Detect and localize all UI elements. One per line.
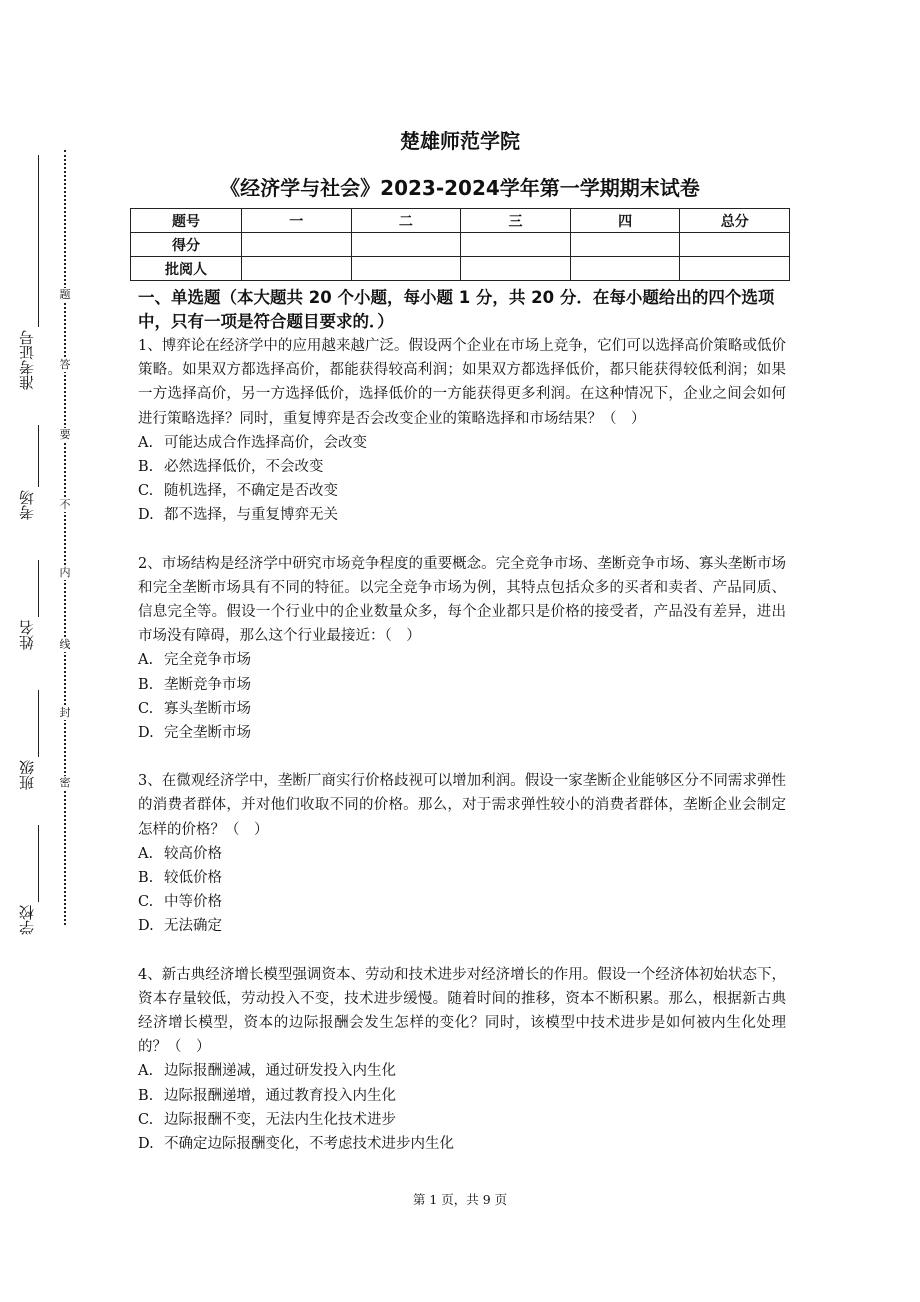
seal-char: 线 xyxy=(57,638,73,652)
option-letter: B. xyxy=(138,459,154,476)
option-letter: A. xyxy=(138,845,154,862)
school-field xyxy=(18,905,40,935)
option xyxy=(138,842,786,866)
class-line xyxy=(38,690,39,757)
question-list xyxy=(138,334,786,1156)
option xyxy=(138,721,786,745)
table-cell xyxy=(351,233,461,257)
seal-char: 封 xyxy=(57,706,73,720)
option xyxy=(138,1132,786,1156)
seal-char: 内 xyxy=(57,566,73,580)
option-text: 可能达成合作选择高价，会改变 xyxy=(164,434,367,451)
option-text: 完全垄断市场 xyxy=(164,725,251,742)
question-stem: 3、在微观经济学中，垄断厂商实行价格歧视可以增加利润。假设一家垄断企业能够区分不同需求弹性的消费者群体，并对他们收取不同的价格。那么，对于需求弹性较小的消费者群体，垄断企业会制定怎样的价格？（ ） xyxy=(138,773,786,838)
option-letter: B. xyxy=(138,870,154,887)
option-letter: D. xyxy=(138,1136,154,1153)
option-letter: C. xyxy=(138,483,154,500)
binding-margin xyxy=(0,0,110,1302)
option xyxy=(138,914,786,938)
table-row xyxy=(131,233,790,257)
option xyxy=(138,673,786,697)
question-stem: 2、市场结构是经济学中研究市场竞争程度的重要概念。完全竞争市场、垄断竞争市场、寡头垄断市场和完全垄断市场具有不同的特征。以完全竞争市场为例，其特点包括众多的买者和卖者、产品同质、信息完全等。假设一个行业中的企业数量众多，每个企业都只是价格的接受者，产品没有差异，进出市场没有障碍，那么这个行业最接近：（ ） xyxy=(138,555,786,645)
table-cell xyxy=(570,233,680,257)
school-field-label: 学校 xyxy=(18,905,36,935)
table-cell: 四 xyxy=(570,209,680,233)
option-text: 寡头垄断市场 xyxy=(164,700,251,717)
table-cell: 一 xyxy=(242,209,352,233)
section-heading: 一、单选题（本大题共 20 个小题，每小题 1 分，共 20 分．在每小题给出的四个选项中，只有一项是符合题目要求的．） xyxy=(138,288,775,331)
exam-number-line xyxy=(38,155,39,327)
school-name: 楚雄师范学院 xyxy=(400,129,520,153)
option xyxy=(138,697,786,721)
table-cell: 批阅人 xyxy=(131,257,242,281)
seal-char: 密 xyxy=(57,776,73,790)
option-letter: D. xyxy=(138,918,154,935)
exam-room-line xyxy=(38,425,39,487)
option-text: 较高价格 xyxy=(164,845,222,862)
option-letter: C. xyxy=(138,1111,154,1128)
seal-char: 不 xyxy=(57,498,73,512)
option-letter: D. xyxy=(138,507,154,524)
option xyxy=(138,1084,786,1108)
table-cell: 三 xyxy=(461,209,571,233)
option xyxy=(138,455,786,479)
option xyxy=(138,431,786,455)
seal-char: 答 xyxy=(57,358,73,372)
table-cell: 总分 xyxy=(680,209,790,233)
table-row xyxy=(131,209,790,233)
name-label: 姓名 xyxy=(18,620,36,650)
option-text: 中等价格 xyxy=(164,894,222,911)
option-text: 边际报酬递增，通过教育投入内生化 xyxy=(164,1087,396,1104)
question-stem: 1、博弈论在经济学中的应用越来越广泛。假设两个企业在市场上竞争，它们可以选择高价策略或低价策略。如果双方都选择高价，都能获得较高利润；如果双方都选择低价，都只能获得较低利润；如果一方选择高价，另一方选择低价，选择低价的一方能获得更多利润。在这种情况下，企业之间会如何进行策略选择？同时，重复博弈是否会改变企业的策略选择和市场结果？（ ） xyxy=(138,338,786,427)
table-cell xyxy=(461,233,571,257)
option xyxy=(138,890,786,914)
class-label: 班级 xyxy=(18,760,36,790)
option xyxy=(138,866,786,890)
name-line xyxy=(38,560,39,617)
exam-number-field xyxy=(18,330,40,390)
question xyxy=(138,552,786,746)
option-letter: A. xyxy=(138,434,154,451)
option-text: 边际报酬递减，通过研发投入内生化 xyxy=(164,1063,396,1080)
option-letter: B. xyxy=(138,1087,154,1104)
option xyxy=(138,479,786,503)
option-text: 完全竞争市场 xyxy=(164,652,251,669)
table-row xyxy=(131,257,790,281)
table-cell: 得分 xyxy=(131,233,242,257)
table-cell xyxy=(680,257,790,281)
school-line xyxy=(38,825,39,902)
exam-number-label: 准考证号 xyxy=(18,330,36,390)
option-text: 垄断竞争市场 xyxy=(164,676,251,693)
exam-room-field xyxy=(18,490,40,520)
name-field xyxy=(18,620,40,650)
option-letter: B. xyxy=(138,676,154,693)
question xyxy=(138,769,786,938)
question-stem: 4、新古典经济增长模型强调资本、劳动和技术进步对经济增长的作用。假设一个经济体初始状态下，资本存量较低，劳动投入不变，技术进步缓慢。随着时间的推移，资本不断积累。那么，根据新古典经济增长模型，资本的边际报酬会发生怎样的变化？同时，该模型中技术进步是如何被内生化处理的？（ ） xyxy=(138,966,786,1056)
option-text: 较低价格 xyxy=(164,870,222,887)
option-text: 边际报酬不变，无法内生化技术进步 xyxy=(164,1111,396,1128)
exam-room-label: 考场 xyxy=(18,490,36,520)
question xyxy=(138,334,786,528)
class-field xyxy=(18,760,40,790)
option xyxy=(138,648,786,672)
score-table xyxy=(130,208,790,281)
option-letter: C. xyxy=(138,700,154,717)
question xyxy=(138,963,786,1157)
option-text: 不确定边际报酬变化，不考虑技术进步内生化 xyxy=(164,1136,454,1153)
option xyxy=(138,1108,786,1132)
table-cell xyxy=(461,257,571,281)
option-text: 必然选择低价，不会改变 xyxy=(164,459,324,476)
option-letter: A. xyxy=(138,1063,154,1080)
option-text: 随机选择，不确定是否改变 xyxy=(164,483,338,500)
table-cell xyxy=(242,257,352,281)
option-letter: D. xyxy=(138,725,154,742)
exam-title: 《经济学与社会》2023-2024学年第一学期期末试卷 xyxy=(220,176,700,200)
option xyxy=(138,503,786,527)
table-cell xyxy=(242,233,352,257)
seal-line xyxy=(64,150,66,925)
option xyxy=(138,1059,786,1083)
table-cell: 二 xyxy=(351,209,461,233)
seal-char: 题 xyxy=(57,288,73,302)
table-cell: 题号 xyxy=(131,209,242,233)
option-letter: A. xyxy=(138,652,154,669)
option-text: 无法确定 xyxy=(164,918,222,935)
seal-char: 要 xyxy=(57,428,73,442)
table-cell xyxy=(570,257,680,281)
option-letter: C. xyxy=(138,894,154,911)
table-cell xyxy=(351,257,461,281)
page-number: 第 1 页，共 9 页 xyxy=(412,1192,508,1207)
option-text: 都不选择，与重复博弈无关 xyxy=(164,507,338,524)
table-cell xyxy=(680,233,790,257)
